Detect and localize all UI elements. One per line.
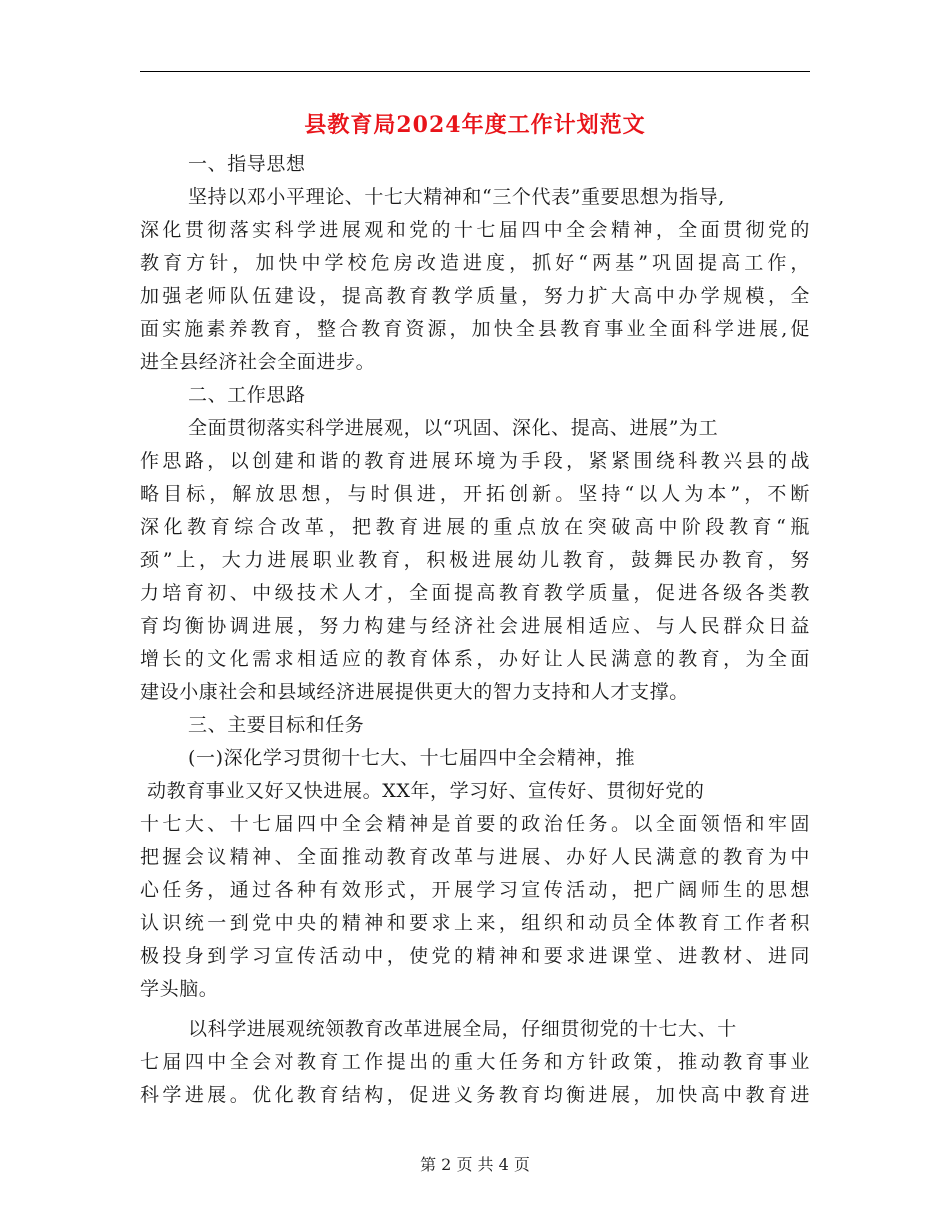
paragraph-line: 坚持以邓小平理论、十七大精神和“三个代表”重要思想为指导, bbox=[188, 186, 725, 208]
paragraph-line: 略目标，解放思想，与时俱进，开拓创新。坚持“以人为本”，不断 bbox=[140, 483, 810, 505]
paragraph-line: 力培育初、中级技术人才，全面提高教育教学质量，促进各级各类教 bbox=[140, 582, 810, 604]
section-heading-work-approach: 二、工作思路 bbox=[188, 384, 306, 406]
paragraph-line: 增长的文化需求相适应的教育体系，办好让人民满意的教育，为全面 bbox=[140, 648, 810, 670]
paragraph-line: 深化教育综合改革，把教育进展的重点放在突破高中阶段教育“瓶 bbox=[140, 516, 810, 538]
paragraph-line: 十七大、十七届四中全会精神是首要的政治任务。以全面领悟和牢固 bbox=[140, 813, 810, 835]
subsection-heading: (一)深化学习贯彻十七大、十七届四中全会精神，推 bbox=[188, 747, 636, 769]
paragraph-line: 把握会议精神、全面推动教育改革与进展、办好人民满意的教育为中 bbox=[140, 846, 810, 868]
section-heading-goals-tasks: 三、主要目标和任务 bbox=[188, 714, 365, 736]
paragraph-line: 学头脑。 bbox=[140, 978, 219, 1000]
paragraph-line: 作思路，以创建和谐的教育进展环境为手段，紧紧围绕科教兴县的战 bbox=[140, 450, 810, 472]
paragraph-line: 以科学进展观统领教育改革进展全局，仔细贯彻党的十七大、十 bbox=[188, 1018, 737, 1040]
paragraph-line: 科学进展。优化教育结构，促进义务教育均衡进展，加快高中教育进 bbox=[140, 1084, 810, 1106]
paragraph-line: 进全县经济社会全面进步。 bbox=[140, 351, 376, 373]
paragraph-line: 认识统一到党中央的精神和要求上来，组织和动员全体教育工作者积 bbox=[140, 912, 810, 934]
page-number: 第 2 页 共 4 页 bbox=[420, 1155, 530, 1174]
section-heading-guiding-ideology: 一、指导思想 bbox=[188, 153, 306, 175]
paragraph-line: 教育方针，加快中学校危房改造进度，抓好“两基”巩固提高工作， bbox=[140, 252, 810, 274]
paragraph-line: 极投身到学习宣传活动中，使党的精神和要求进课堂、进教材、进同 bbox=[140, 945, 810, 967]
document-body bbox=[140, 148, 810, 1112]
paragraph-line: 深化贯彻落实科学进展观和党的十七届四中全会精神，全面贯彻党的 bbox=[140, 219, 810, 241]
paragraph-line: 心任务，通过各种有效形式，开展学习宣传活动，把广阔师生的思想 bbox=[140, 879, 810, 901]
paragraph-line: 加强老师队伍建设，提高教育教学质量，努力扩大高中办学规模，全 bbox=[140, 285, 810, 307]
paragraph-line: 全面贯彻落实科学进展观，以“巩固、深化、提高、进展”为工 bbox=[188, 417, 719, 439]
paragraph-line: 建设小康社会和县域经济进展提供更大的智力支持和人才支撑。 bbox=[140, 681, 689, 703]
document-title: 县教育局2024年度工作计划范文 bbox=[304, 112, 646, 138]
paragraph-line: 面实施素养教育，整合教育资源，加快全县教育事业全面科学进展,促 bbox=[140, 318, 810, 340]
paragraph-line: 育均衡协调进展，努力构建与经济社会进展相适应、与人民群众日益 bbox=[140, 615, 810, 637]
paragraph-line: 颈”上，大力进展职业教育，积极进展幼儿教育，鼓舞民办教育，努 bbox=[140, 549, 810, 571]
header-rule bbox=[140, 71, 810, 72]
paragraph-line: 动教育事业又好又快进展。XX年，学习好、宣传好、贯彻好党的 bbox=[147, 780, 705, 802]
paragraph-line: 七届四中全会对教育工作提出的重大任务和方针政策，推动教育事业 bbox=[140, 1051, 810, 1073]
